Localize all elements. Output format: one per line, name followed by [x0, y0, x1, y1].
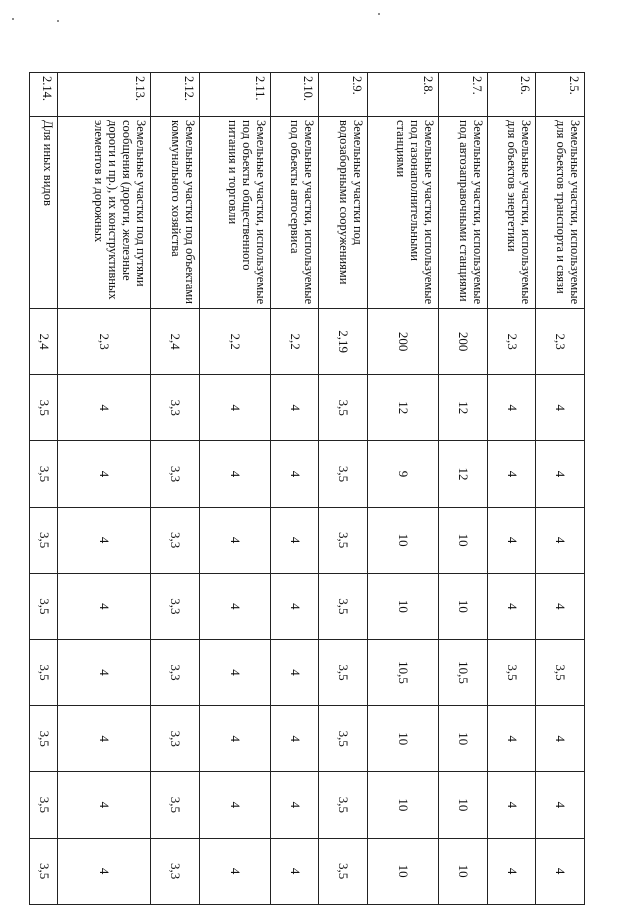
rate-cell: 12 — [368, 375, 439, 441]
rate-cell: 4 — [487, 838, 536, 904]
rate-cell: 9 — [368, 441, 439, 507]
table-body — [30, 73, 585, 905]
land-use-name: Земельные участки под объектами коммунального хозяйства — [151, 117, 200, 309]
rate-cell: 4 — [536, 573, 585, 639]
rotated-table-wrapper — [29, 72, 585, 904]
table-row — [58, 73, 151, 905]
rate-cell: 4 — [487, 507, 536, 573]
rate-cell: 10 — [368, 838, 439, 904]
rate-cell: 4 — [270, 706, 319, 772]
rate-cell: 4 — [536, 507, 585, 573]
row-number: 2.5. — [536, 73, 585, 117]
rate-cell: 4 — [536, 706, 585, 772]
rate-cell: 2,3 — [536, 309, 585, 375]
land-use-name: Для иных видов — [30, 117, 58, 309]
land-use-name: Земельные участки под путями сообщения (дороги, железные дороги и пр.), их конструктивных элементов и дорожных — [58, 117, 151, 309]
rate-cell: 4 — [58, 507, 151, 573]
rate-cell: 10,5 — [368, 639, 439, 705]
rate-cell: 2,3 — [487, 309, 536, 375]
rate-cell: 10 — [368, 573, 439, 639]
rate-cell: 4 — [270, 838, 319, 904]
rate-cell: 3,3 — [151, 706, 200, 772]
row-number: 2.14. — [30, 73, 58, 117]
rate-cell: 3,5 — [30, 375, 58, 441]
rate-cell: 3,5 — [487, 639, 536, 705]
table-row — [199, 73, 270, 905]
row-number: 2.8. — [368, 73, 439, 117]
rate-cell: 4 — [199, 838, 270, 904]
rate-cell: 10 — [368, 706, 439, 772]
land-use-name: Земельные участки под водозаборными сооружениями — [319, 117, 368, 309]
land-use-name: Земельные участки, используемые под объекты автосервиса — [270, 117, 319, 309]
rate-cell: 4 — [199, 772, 270, 838]
row-number: 2.9. — [319, 73, 368, 117]
rate-cell: 200 — [438, 309, 487, 375]
rate-cell: 4 — [199, 375, 270, 441]
rate-cell: 10 — [368, 772, 439, 838]
table-row — [319, 73, 368, 905]
rate-cell: 3,5 — [30, 441, 58, 507]
table-row — [270, 73, 319, 905]
rate-cell: 4 — [536, 375, 585, 441]
scan-speck — [57, 20, 59, 22]
rate-cell: 4 — [270, 573, 319, 639]
rate-cell: 4 — [487, 441, 536, 507]
rate-cell: 3,3 — [151, 639, 200, 705]
rate-cell: 3,3 — [151, 838, 200, 904]
scan-speck — [12, 18, 14, 20]
rate-cell: 3,5 — [319, 441, 368, 507]
rate-cell: 4 — [199, 573, 270, 639]
rate-cell: 10 — [438, 573, 487, 639]
rate-cell: 10 — [368, 507, 439, 573]
rate-cell: 3,5 — [319, 573, 368, 639]
rate-cell: 2,4 — [30, 309, 58, 375]
rate-cell: 2,19 — [319, 309, 368, 375]
rate-cell: 4 — [58, 706, 151, 772]
rate-cell: 200 — [368, 309, 439, 375]
rate-cell: 3,5 — [30, 706, 58, 772]
rate-cell: 10,5 — [438, 639, 487, 705]
rate-cell: 4 — [270, 441, 319, 507]
rate-cell: 2,4 — [151, 309, 200, 375]
rate-cell: 10 — [438, 838, 487, 904]
rate-cell: 4 — [270, 772, 319, 838]
rate-cell: 3,5 — [151, 772, 200, 838]
rate-cell: 10 — [438, 772, 487, 838]
land-use-name: Земельные участки, используемые под газонаполнительными станциями — [368, 117, 439, 309]
land-use-name: Земельные участки, используемые под автозаправочными станциями — [438, 117, 487, 309]
rate-cell: 3,5 — [30, 573, 58, 639]
land-use-name: Земельные участки, используемые под объекты общественного питания и торговли — [199, 117, 270, 309]
rate-cell: 3,5 — [536, 639, 585, 705]
rate-cell: 4 — [270, 639, 319, 705]
rate-cell: 3,5 — [319, 507, 368, 573]
rate-cell: 4 — [199, 706, 270, 772]
table-row — [536, 73, 585, 905]
rate-cell: 4 — [487, 706, 536, 772]
rate-cell: 3,5 — [30, 507, 58, 573]
row-number: 2.13. — [58, 73, 151, 117]
rate-cell: 3,5 — [30, 772, 58, 838]
rate-cell: 3,3 — [151, 573, 200, 639]
rate-cell: 4 — [58, 573, 151, 639]
table-row — [368, 73, 439, 905]
rate-cell: 3,5 — [30, 639, 58, 705]
row-number: 2.12. — [151, 73, 200, 117]
row-number: 2.6. — [487, 73, 536, 117]
table-row — [487, 73, 536, 905]
rate-cell: 4 — [58, 772, 151, 838]
rate-cell: 2,2 — [199, 309, 270, 375]
rate-cell: 4 — [536, 772, 585, 838]
rate-cell: 4 — [536, 838, 585, 904]
rate-cell: 3,3 — [151, 507, 200, 573]
rate-cell: 3,5 — [319, 772, 368, 838]
rate-cell: 3,5 — [319, 838, 368, 904]
row-number: 2.10. — [270, 73, 319, 117]
rate-cell: 3,5 — [319, 639, 368, 705]
rate-cell: 4 — [536, 441, 585, 507]
scan-speck — [378, 13, 380, 15]
rate-cell: 4 — [487, 573, 536, 639]
rate-cell: 4 — [58, 639, 151, 705]
rate-cell: 3,5 — [319, 706, 368, 772]
rate-cell: 2,2 — [270, 309, 319, 375]
rate-cell: 3,3 — [151, 375, 200, 441]
rate-cell: 4 — [58, 838, 151, 904]
rate-cell: 4 — [487, 772, 536, 838]
rate-cell: 4 — [270, 375, 319, 441]
rate-cell: 4 — [199, 639, 270, 705]
table-row — [151, 73, 200, 905]
rate-cell: 3,3 — [151, 441, 200, 507]
rate-cell: 2,3 — [58, 309, 151, 375]
rate-cell: 12 — [438, 441, 487, 507]
rate-cell: 4 — [58, 375, 151, 441]
rate-cell: 3,5 — [319, 375, 368, 441]
land-use-name: Земельные участки, используемые для объектов транспорта и связи — [536, 117, 585, 309]
rate-cell: 4 — [487, 375, 536, 441]
land-use-name: Земельные участки, используемые для объектов энергетики — [487, 117, 536, 309]
row-number: 2.7. — [438, 73, 487, 117]
rate-cell: 4 — [199, 441, 270, 507]
rate-cell: 10 — [438, 706, 487, 772]
row-number: 2.11. — [199, 73, 270, 117]
rate-cell: 12 — [438, 375, 487, 441]
table-row — [30, 73, 58, 905]
rate-cell: 4 — [270, 507, 319, 573]
rate-cell: 4 — [58, 441, 151, 507]
rates-table — [29, 72, 585, 905]
rate-cell: 4 — [199, 507, 270, 573]
rate-cell: 3,5 — [30, 838, 58, 904]
rate-cell: 10 — [438, 507, 487, 573]
table-row — [438, 73, 487, 905]
